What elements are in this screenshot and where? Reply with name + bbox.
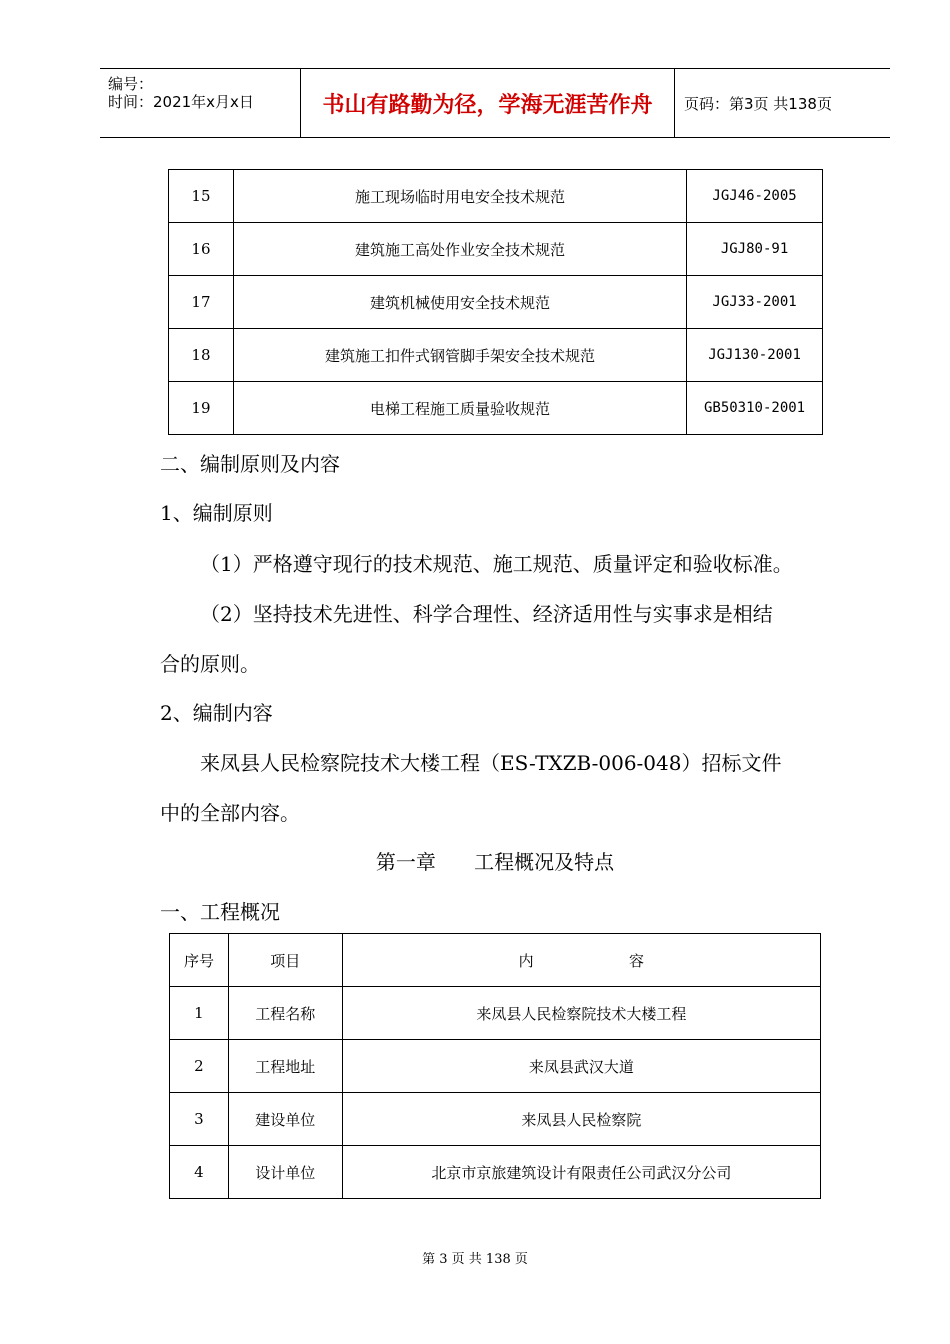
table-row — [169, 329, 823, 382]
row-number: 15 — [169, 170, 234, 223]
table-row — [170, 1040, 821, 1093]
number-label: 编号： — [108, 75, 154, 93]
row-content: 来凤县人民检察院 — [342, 1093, 820, 1146]
row-content: 北京市京旅建筑设计有限责任公司武汉分公司 — [342, 1146, 820, 1199]
standards-table — [168, 169, 823, 435]
standard-code: JGJ46-2005 — [687, 170, 823, 223]
row-number: 2 — [170, 1040, 229, 1093]
row-number: 18 — [169, 329, 234, 382]
standard-name: 建筑施工高处作业安全技术规范 — [233, 223, 686, 276]
table-row — [170, 1146, 821, 1199]
header-item: 项目 — [228, 934, 342, 987]
paragraph: 中的全部内容。 — [160, 801, 300, 825]
standard-name: 电梯工程施工质量验收规范 — [233, 382, 686, 435]
standard-code: JGJ130-2001 — [687, 329, 823, 382]
standard-code: JGJ80-91 — [687, 223, 823, 276]
row-number: 1 — [170, 987, 229, 1040]
row-number: 19 — [169, 382, 234, 435]
row-item: 设计单位 — [228, 1146, 342, 1199]
table-row — [170, 987, 821, 1040]
row-number: 3 — [170, 1093, 229, 1146]
row-number: 16 — [169, 223, 234, 276]
chapter-title: 第一章 工程概况及特点 — [375, 850, 615, 874]
time-label: 时间：2021年x月x日 — [108, 93, 254, 111]
table-row — [170, 1093, 821, 1146]
section-title: 二、编制原则及内容 — [160, 452, 340, 476]
paragraph: 来凤县人民检察院技术大楼工程（ES-TXZB-006-048）招标文件 — [200, 751, 782, 775]
header-content: 内 容 — [342, 934, 820, 987]
header-motto: 书山有路勤为径，学海无涯苦作舟 — [301, 69, 675, 137]
paragraph: （1）严格遵守现行的技术规范、施工规范、质量评定和验收标准。 — [200, 552, 793, 576]
table-row — [169, 170, 823, 223]
standard-name: 建筑施工扣件式钢管脚手架安全技术规范 — [233, 329, 686, 382]
subsection-title: 1、编制原则 — [160, 501, 273, 525]
standard-name: 施工现场临时用电安全技术规范 — [233, 170, 686, 223]
standard-code: JGJ33-2001 — [687, 276, 823, 329]
page-header — [100, 68, 890, 138]
row-number: 17 — [169, 276, 234, 329]
paragraph: 合的原则。 — [160, 652, 260, 676]
section-title: 一、工程概况 — [160, 900, 280, 924]
header-meta — [100, 69, 301, 137]
paragraph: （2）坚持技术先进性、科学合理性、经济适用性与实事求是相结 — [200, 602, 773, 626]
table-row — [169, 223, 823, 276]
header-page-info: 页码：第3页 共138页 — [684, 94, 832, 113]
subsection-title: 2、编制内容 — [160, 701, 273, 725]
page-footer: 第 3 页 共 138 页 — [422, 1252, 528, 1267]
row-content: 来凤县人民检察院技术大楼工程 — [342, 987, 820, 1040]
table-row — [169, 382, 823, 435]
row-content: 来凤县武汉大道 — [342, 1040, 820, 1093]
table-header-row — [170, 934, 821, 987]
row-number: 4 — [170, 1146, 229, 1199]
standard-code: GB50310-2001 — [687, 382, 823, 435]
header-number: 序号 — [170, 934, 229, 987]
standard-name: 建筑机械使用安全技术规范 — [233, 276, 686, 329]
table-row — [169, 276, 823, 329]
row-item: 工程名称 — [228, 987, 342, 1040]
overview-table — [169, 933, 821, 1199]
row-item: 建设单位 — [228, 1093, 342, 1146]
row-item: 工程地址 — [228, 1040, 342, 1093]
